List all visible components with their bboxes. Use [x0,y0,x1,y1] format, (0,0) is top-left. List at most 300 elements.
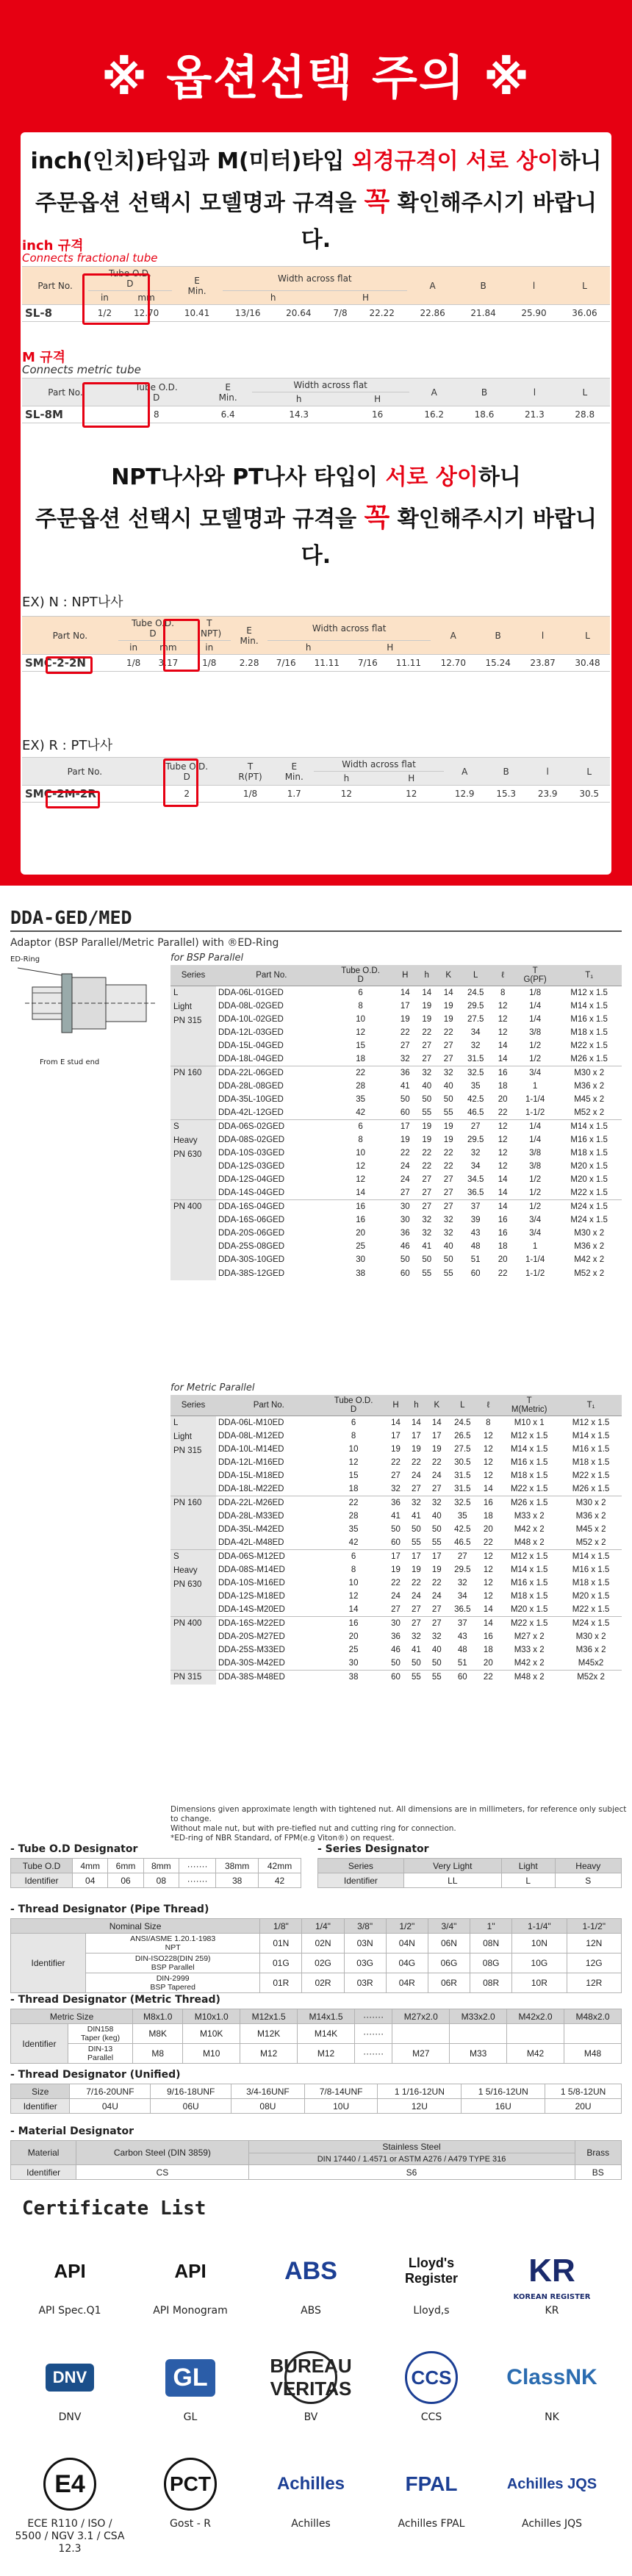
spec-value: 1-1/2 [525,1108,545,1118]
spec-value: 8 [358,1001,363,1011]
metric-caption: for Metric Parallel [170,1382,255,1393]
spec-value: 17 [406,1549,426,1563]
spec-value: 32 [416,1066,437,1080]
spec-value: 18 [348,1485,359,1494]
spec-value: M52 x 2 [574,1269,605,1278]
bsp-row [170,1160,622,1173]
spec-value: M20 x 1.5 [570,1162,608,1172]
spec-value: M16 x 1.5 [510,1578,548,1587]
spec-value: 19 [443,1014,453,1024]
spec-value: M48 x 2 [498,1670,560,1685]
spec-value: 12 [348,1458,359,1468]
spec-value: 55 [443,1269,453,1278]
certificate-item [15,2348,125,2424]
spec-value: 3/8 [529,1028,542,1038]
bsp-parallel-table [170,965,622,1280]
spec-value: 32.5 [459,1066,492,1080]
part-number: DDA-06S-02GED [216,1119,327,1133]
spec-value: 27 [391,1471,401,1481]
spec-value: 27 [426,1616,447,1629]
spec-value: 32 [470,1041,481,1051]
spec-value: 50 [422,1095,432,1105]
metric-thread-table: Metric Size M8x1.0 M10x1.0 M12x1.5 M14x1.5 ······· M27x2.0 M33x2.0 M42x2.0 M48x2.0 Identifier DIN158 Taper (keg) M8K M10K M12K M14K ······· DIN-13 Parallel M8 M10 M12 M12 ······· M27 M33 M42 M48 [10,2009,622,2064]
col-t: T M(Metric) [498,1395,560,1416]
spec-value: 36.5 [454,1604,471,1614]
spec-value: 14 [437,986,459,1000]
bsp-row [170,1253,622,1266]
spec-value: 15 [348,1471,359,1481]
spec-value: M36 x 2 [574,1081,605,1091]
certificate-label: Achilles [291,2518,331,2530]
spec-value: 27.5 [454,1444,471,1454]
certificate-label: ECE R110 / ISO / 5500 / NGV 3.1 / CSA 12.3 [15,2518,125,2555]
series-cell: L Light PN 315 [170,1416,216,1496]
spec-value: 3/4 [529,1228,542,1238]
spec-value: 50 [412,1525,421,1535]
spec-value: 40 [422,1081,432,1091]
spec-value: 50 [431,1525,442,1535]
spec-value: 19 [416,1119,437,1133]
spec-value: 16 [498,1228,508,1238]
bsp-row [170,1200,622,1213]
col-hh: h [416,965,437,986]
bsp-row [170,1173,622,1186]
spec-value: 27 [412,1604,421,1614]
spec-value: 12 [478,1549,498,1563]
spec-value: 1-1/4 [525,1255,545,1265]
spec-value: 51 [470,1255,481,1265]
spec-value: 41 [412,1645,421,1654]
spec-value: 24 [400,1175,410,1185]
kr-subtext: KOREAN REGISTER [513,2293,591,2301]
spec-value: M24 x 1.5 [570,1215,608,1224]
spec-value: 14 [483,1604,493,1614]
spec-value: M18 x 1.5 [572,1578,610,1587]
series-cell: PN 160 [170,1496,216,1550]
pt-part-highlight [46,791,100,808]
certificate-logo: Achilles JQS [497,2455,607,2514]
spec-value: 27 [416,1200,437,1213]
npt-part-highlight [46,656,93,674]
spec-value: 27 [443,1188,453,1198]
metric-row [170,1576,622,1590]
metric-row [170,1496,622,1510]
spec-value: 16 [356,1215,366,1224]
spec-value: 51 [457,1658,467,1668]
col-ell: ℓ [492,965,513,986]
spec-value: 1/2 [529,1055,542,1064]
spec-value: 22 [483,1538,493,1548]
part-number: DDA-28L-M33ED [218,1511,284,1521]
spec-value: M42 x 2 [514,1525,545,1535]
part-number: DDA-30S-10GED [218,1255,285,1265]
spec-value: 19 [431,1565,442,1574]
spec-value: 16 [322,1616,386,1629]
metric-row [170,1469,622,1482]
spec-value: 8 [478,1416,498,1429]
metric-row [170,1657,622,1670]
metric-parallel-table [170,1395,622,1685]
spec-value: 12 [492,1119,513,1133]
spec-value: M24 x 1.5 [560,1616,622,1629]
spec-value: 6 [327,1119,395,1133]
certificate-logo: ABS [256,2242,366,2300]
spec-value: 14 [492,1200,513,1213]
spec-value: 1/8 [514,986,556,1000]
spec-value: 12 [498,1162,508,1172]
spec-value: 12 [348,1592,359,1601]
part-number: DDA-38S-12GED [218,1269,285,1278]
spec-value: 35 [348,1525,359,1535]
material-title: - Material Designator [10,2125,134,2137]
spec-value: 27 [431,1604,442,1614]
certificate-label: Lloyd,s [413,2305,450,2317]
spec-value: 18 [483,1511,493,1521]
spec-value: 46 [400,1242,410,1252]
spec-value: 32 [391,1485,401,1494]
spec-value: 50 [443,1255,453,1265]
spec-value: 14 [498,1041,508,1051]
spec-value: 42.5 [467,1095,484,1105]
spec-value: 6 [322,1416,386,1429]
col-h: H [395,965,416,986]
spec-value: 12 [498,1014,508,1024]
bsp-row [170,1080,622,1093]
spec-value: 30.5 [454,1458,471,1468]
spec-value: 46.5 [454,1538,471,1548]
spec-value: 32 [431,1632,442,1641]
spec-value: 30 [395,1200,416,1213]
spec-value: 12 [483,1592,493,1601]
pt-spec-table: Part No. Tube O.D. D T R(PT) E Min. Width across flat A B l L h H SMC-2M-2R 2 1/8 1.7 12 12 12.9 15.3 23.9 30.5 [22,757,610,803]
spec-value: 22 [498,1108,508,1118]
certificate-item [256,2348,366,2424]
spec-value: M24 x 1.5 [556,1200,622,1213]
spec-value: 20 [498,1255,508,1265]
spec-value: 12 [498,1135,508,1144]
col-ell: ℓ [478,1395,498,1416]
bsp-row [170,1147,622,1160]
certificate-label: BV [304,2411,318,2423]
spec-value: 17 [412,1431,421,1441]
notice-1-line-1: inch(인치)타입과 M(미터)타입 외경규격이 서로 상이하니 [30,148,602,174]
spec-value: 36 [400,1228,410,1238]
spec-value: 1/2 [529,1188,542,1198]
pipe-thread-title: - Thread Designator (Pipe Thread) [10,1904,209,1915]
inch-part-no: SL-8 [22,305,88,322]
col-series: Series [170,1395,216,1416]
bsp-row [170,1227,622,1240]
part-number: DDA-25S-M33ED [218,1645,285,1654]
certificate-label: DNV [58,2411,82,2423]
certificate-item [135,2242,245,2317]
spec-value: 12 [483,1471,493,1481]
spec-value: 50 [422,1255,432,1265]
col-t: T G(PF) [514,965,556,986]
spec-value: 60 [470,1269,481,1278]
col-part: Part No. [216,1395,322,1416]
spec-value: 32 [422,1228,432,1238]
spec-value: 12 [483,1458,493,1468]
spec-value: 19 [412,1565,421,1574]
spec-value: 17 [395,1119,416,1133]
col-h: H [386,1395,406,1416]
spec-value: 22 [443,1148,453,1158]
spec-value: 17 [391,1431,401,1441]
spec-value: 14 [498,1188,508,1198]
col-part: Part No. [216,965,327,986]
spec-value: 22 [431,1578,442,1587]
spec-value: M22 x 1.5 [572,1471,610,1481]
metric-row [170,1616,622,1629]
part-number: DDA-18L-M22ED [218,1485,284,1494]
spec-value: 19 [422,1014,432,1024]
spec-value: 28 [356,1081,366,1091]
bsp-row [170,1133,622,1147]
material-table: Material Carbon Steel (DIN 3859) Stainless Steel Brass DIN 17440 / 1.4571 or ASTM A276 / A479 TYPE 316 Identifier CS S6 BS [10,2140,622,2180]
spec-value: M22 x 1.5 [510,1485,548,1494]
spec-value: 24.5 [459,986,492,1000]
notice-2-line-1: NPT나사와 PT나사 타입이 서로 상이하니 [111,464,521,490]
part-number: DDA-25S-08GED [218,1242,285,1252]
metric-row [170,1429,622,1443]
series-table: Series Very Light Light Heavy Identifier LL L S [317,1858,622,1888]
tube-od-table: Tube O.D 4mm 6mm 8mm ······· 38mm 42mm Identifier 04 06 08 ······· 38 42 [10,1858,301,1888]
spec-value: 20 [498,1095,508,1105]
bsp-row [170,1093,622,1106]
certificate-item [15,2242,125,2317]
spec-value: 32 [443,1215,453,1224]
spec-value: M36 x 2 [574,1242,605,1252]
spec-value: 24 [391,1592,401,1601]
spec-value: M18 x 1.5 [510,1592,548,1601]
spec-value: M42 x 2 [514,1658,545,1668]
spec-value: M14 x 1.5 [510,1565,548,1574]
inch-label: inch 규격 [22,238,84,254]
spec-value: M20 x 1.5 [510,1604,548,1614]
metric-row [170,1590,622,1603]
metric-row [170,1670,622,1685]
spec-value: 24 [431,1592,442,1601]
spec-value: M12 x 1.5 [560,1416,622,1429]
spec-value: 22 [478,1670,498,1685]
spec-value: M18 x 1.5 [570,1028,608,1038]
spec-value: 14 [478,1616,498,1629]
npt-thread-highlight [163,619,200,672]
spec-value: 27 [422,1055,432,1064]
spec-value: 38 [322,1670,386,1685]
metric-row [170,1443,622,1456]
spec-value: 48 [457,1645,467,1654]
spec-value: 55 [422,1108,432,1118]
spec-value: 3/4 [529,1215,542,1224]
series-cell: PN 315 [170,1670,216,1685]
banner-title: ※ 옵션선택 주의 ※ [101,51,531,106]
spec-value: M22 x 1.5 [572,1604,610,1614]
spec-value: 12 [483,1444,493,1454]
spec-value: M45 x 2 [574,1095,605,1105]
spec-value: 55 [412,1538,421,1548]
part-number: DDA-16S-M22ED [216,1616,322,1629]
bsp-row [170,1000,622,1013]
certificate-label: Achilles JQS [522,2518,582,2530]
ex-npt-label: EX) N : NPT나사 [22,595,123,610]
spec-value: M33 x 2 [514,1511,545,1521]
spec-value: 1/4 [514,1119,556,1133]
spec-value: 25 [356,1242,366,1252]
spec-value: 32 [457,1578,467,1587]
pt-part-no: SMC-2M-2R [22,786,148,803]
spec-value: 27 [437,1200,459,1213]
spec-value: 32.5 [447,1496,478,1510]
dda-divider [10,930,622,932]
spec-value: 14 [426,1416,447,1429]
spec-value: 41 [422,1242,432,1252]
spec-value: 14 [406,1416,426,1429]
spec-value: 32 [443,1228,453,1238]
spec-value: 29.5 [467,1135,484,1144]
spec-value: 32 [426,1496,447,1510]
certificate-item [376,2348,486,2424]
spec-value: 55 [422,1269,432,1278]
part-number: DDA-22L-M26ED [216,1496,322,1510]
spec-value: 19 [391,1565,401,1574]
spec-value: 48 [470,1242,481,1252]
spec-value: 27 [443,1175,453,1185]
ex-pt-label: EX) R : PT나사 [22,738,113,753]
spec-value: 3/8 [529,1148,542,1158]
spec-value: 1/4 [529,1135,542,1144]
spec-value: 50 [443,1095,453,1105]
certificate-label: KR [545,2305,559,2317]
part-number: DDA-35L-M42ED [218,1525,284,1535]
bsp-row [170,1266,622,1280]
spec-value: 29.5 [467,1001,484,1011]
spec-value: 32 [412,1632,421,1641]
part-number: DDA-08S-02GED [218,1135,285,1144]
spec-value: 15 [356,1041,366,1051]
certificate-label: API Spec.Q1 [38,2305,101,2317]
spec-value: 31.5 [467,1055,484,1064]
spec-value: 25 [348,1645,359,1654]
spec-value: 22 [400,1028,410,1038]
spec-value: 42 [348,1538,359,1548]
spec-value: 27 [443,1055,453,1064]
part-number: DDA-15L-M18ED [218,1471,284,1481]
spec-value: 60 [391,1538,401,1548]
certificate-logo: BUREAU VERITAS [256,2348,366,2407]
spec-value: 8 [358,1135,363,1144]
spec-value: 38 [356,1269,366,1278]
spec-value: 14 [395,986,416,1000]
spec-value: 12 [356,1175,366,1185]
spec-value: 50 [431,1658,442,1668]
metric-spec-table: Part No. Tube O.D. D E Min. Width across flat A B l L h H SL-8M 8 6.4 14.3 16 16.2 18.6 21.3 28.8 [22,378,610,423]
spec-value: 22 [322,1496,386,1510]
spec-value: 24 [412,1592,421,1601]
spec-value: 40 [443,1081,453,1091]
spec-value: 19 [400,1135,410,1144]
spec-value: 32 [470,1148,481,1158]
spec-value: 14 [386,1416,406,1429]
spec-value: 27 [400,1188,410,1198]
certificate-item [376,2242,486,2317]
spec-value: 22 [422,1148,432,1158]
spec-value: 36 [391,1632,401,1641]
certificate-item [256,2455,366,2530]
spec-value: M14 x 1.5 [572,1431,610,1441]
spec-value: 18 [498,1081,508,1091]
part-number: DDA-18L-04GED [218,1055,284,1064]
part-number: DDA-15L-04GED [218,1041,284,1051]
series-cell: S Heavy PN 630 [170,1549,216,1616]
part-number: DDA-08L-M12ED [218,1431,284,1441]
col-series: Series [170,965,216,986]
metric-row [170,1603,622,1616]
certificate-item [497,2242,607,2317]
spec-value: 19 [391,1444,401,1454]
spec-value: 36.5 [467,1188,484,1198]
series-cell: L Light PN 315 [170,986,216,1066]
bsp-row [170,1066,622,1080]
metric-row [170,1643,622,1657]
spec-value: 27 [422,1188,432,1198]
spec-value: M20 x 1.5 [572,1592,610,1601]
spec-value: 42.5 [454,1525,471,1535]
spec-value: 18 [498,1242,508,1252]
dda-subtitle: Adaptor (BSP Parallel/Metric Parallel) with ®ED-Ring [10,937,279,949]
spec-value: 10 [356,1014,366,1024]
certificate-logo: PCT [135,2455,245,2514]
pt-thread-highlight [163,758,198,807]
col-k: K [426,1395,447,1416]
certificate-label: ABS [301,2305,321,2317]
spec-value: 16 [483,1632,493,1641]
spec-value: 55 [406,1670,426,1685]
spec-value: 1/2 [529,1041,542,1051]
spec-value: 41 [412,1511,421,1521]
spec-value: 10 [348,1578,359,1587]
spec-value: 37 [447,1616,478,1629]
part-number: DDA-10L-M14ED [218,1444,284,1454]
spec-value: 34.5 [467,1175,484,1185]
part-number: DDA-10S-M16ED [218,1578,285,1587]
metric-label: M 규격 [22,350,65,365]
metric-row [170,1549,622,1563]
inch-highlight-box [82,273,150,325]
spec-value: 27 [391,1604,401,1614]
spec-value: 19 [412,1444,421,1454]
spec-value: M16 x 1.5 [510,1458,548,1468]
spec-value: 22 [412,1578,421,1587]
spec-value: 60 [400,1108,410,1118]
spec-value: M16 x 1.5 [572,1444,610,1454]
spec-value: 24 [412,1471,421,1481]
spec-value: 50 [412,1658,421,1668]
spec-value: 12 [498,1148,508,1158]
spec-value: 27 [459,1119,492,1133]
spec-value: 19 [422,1135,432,1144]
spec-value: 10 [356,1148,366,1158]
metric-row [170,1523,622,1536]
col-tube: Tube O.D. D [327,965,395,986]
metric-row [170,1563,622,1576]
certificate-item [15,2455,125,2555]
part-number: DDA-16S-04GED [216,1200,327,1213]
part-number: DDA-42L-M48ED [218,1538,284,1548]
tube-od-title: - Tube O.D Designator [10,1843,138,1855]
certificate-logo: API [15,2242,125,2300]
